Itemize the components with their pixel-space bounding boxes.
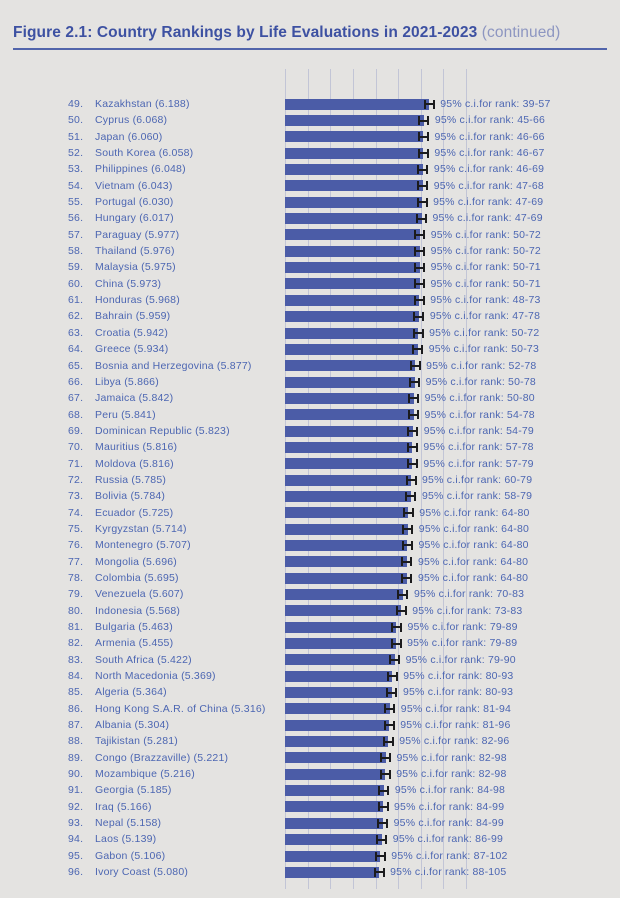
score-bar [285, 752, 386, 763]
score-errorbar-icon [402, 541, 413, 550]
ci-label: 95% c.i.for rank: 80-93 [403, 670, 514, 683]
score-errorbar-icon [407, 443, 418, 452]
country-row [0, 521, 620, 537]
country-label: China (5.973) [95, 277, 162, 290]
rank-label: 55. [68, 196, 84, 209]
country-row [0, 390, 620, 406]
ci-label: 95% c.i.for rank: 64-80 [417, 555, 529, 568]
ci-label: 95% c.i.for rank: 81-96 [400, 719, 511, 732]
score-bar [285, 131, 423, 142]
rank-label: 86. [68, 702, 84, 715]
rank-label: 52. [68, 147, 84, 160]
rank-label: 91. [68, 784, 84, 797]
score-bar [285, 573, 407, 584]
ci-label: 95% c.i.for rank: 48-73 [430, 294, 541, 307]
score-errorbar-icon [412, 345, 423, 354]
ci-label: 95% c.i.for rank: 54-78 [424, 408, 535, 421]
country-row [0, 635, 620, 651]
score-errorbar-icon [386, 688, 397, 697]
score-errorbar-icon [391, 639, 402, 648]
country-label: Moldova (5.816) [95, 457, 174, 470]
ci-label: 95% c.i.for rank: 81-94 [400, 702, 512, 715]
ci-label: 95% c.i.for rank: 50-71 [430, 261, 541, 274]
rank-label: 79. [68, 588, 84, 601]
score-errorbar-icon [414, 296, 425, 305]
score-bar [285, 524, 408, 535]
score-bar [285, 328, 418, 339]
ci-label: 95% c.i.for rank: 60-79 [422, 473, 533, 486]
country-label: Dominican Republic (5.823) [95, 424, 230, 437]
country-row [0, 178, 620, 194]
rank-label: 66. [68, 375, 84, 388]
country-label: Montenegro (5.707) [95, 539, 191, 552]
country-label: Gabon (5.106) [95, 849, 166, 862]
score-errorbar-icon [406, 476, 417, 485]
ci-label: 95% c.i.for rank: 47-69 [432, 212, 543, 225]
score-bar [285, 115, 424, 126]
score-errorbar-icon [376, 835, 387, 844]
score-errorbar-icon [407, 459, 418, 468]
ci-label: 95% c.i.for rank: 47-78 [429, 310, 541, 323]
score-errorbar-icon [417, 165, 428, 174]
ci-label: 95% c.i.for rank: 87-102 [391, 849, 508, 862]
rank-label: 68. [68, 408, 84, 421]
score-bar [285, 148, 423, 159]
country-label: Bahrain (5.959) [95, 310, 171, 323]
country-label: Nepal (5.158) [95, 817, 162, 830]
score-errorbar-icon [375, 852, 386, 861]
country-label: Georgia (5.185) [95, 784, 172, 797]
country-label: Tajikistan (5.281) [95, 735, 178, 748]
rank-label: 81. [68, 621, 84, 633]
rank-label: 93. [68, 817, 84, 830]
ci-label: 95% c.i.for rank: 64-80 [419, 506, 530, 519]
score-errorbar-icon [384, 704, 395, 713]
rank-label: 72. [68, 473, 84, 486]
ci-label: 95% c.i.for rank: 39-57 [440, 98, 551, 110]
score-errorbar-icon [414, 247, 425, 256]
score-errorbar-icon [405, 492, 416, 501]
ci-label: 95% c.i.for rank: 82-96 [399, 735, 510, 748]
ci-label: 95% c.i.for rank: 79-90 [405, 653, 516, 666]
country-label: Armenia (5.455) [95, 637, 174, 650]
score-errorbar-icon [416, 214, 427, 223]
country-label: Paraguay (5.977) [95, 228, 180, 241]
ci-label: 95% c.i.for rank: 79-89 [407, 621, 518, 633]
country-row [0, 325, 620, 341]
score-bar [285, 654, 395, 665]
country-row [0, 112, 620, 128]
country-label: Algeria (5.364) [95, 686, 167, 699]
ci-label: 95% c.i.for rank: 47-68 [433, 179, 544, 192]
country-label: Jamaica (5.842) [95, 392, 174, 405]
country-row [0, 243, 620, 259]
score-bar [285, 589, 403, 600]
country-label: Iraq (5.166) [95, 800, 152, 813]
score-errorbar-icon [378, 802, 389, 811]
country-label: Malaysia (5.975) [95, 261, 176, 274]
rank-label: 80. [68, 604, 84, 617]
ci-label: 95% c.i.for rank: 47-69 [433, 196, 544, 209]
rank-label: 85. [68, 686, 84, 699]
rank-label: 65. [68, 359, 84, 372]
rank-label: 50. [68, 114, 84, 127]
score-bar [285, 475, 411, 486]
score-bar [285, 180, 423, 191]
score-bar [285, 834, 382, 845]
ci-label: 95% c.i.for rank: 54-79 [423, 424, 534, 437]
score-bar [285, 262, 420, 273]
score-errorbar-icon [410, 361, 421, 370]
ci-label: 95% c.i.for rank: 50-72 [430, 245, 541, 258]
rank-label: 69. [68, 424, 84, 437]
score-bar [285, 867, 379, 878]
country-label: Honduras (5.968) [95, 294, 180, 307]
score-errorbar-icon [408, 394, 419, 403]
score-bar [285, 213, 422, 224]
figure-title-main: Figure 2.1: Country Rankings by Life Evaluations in 2021-2023 [13, 24, 478, 41]
country-label: Portugal (6.030) [95, 196, 174, 209]
title-rule [13, 48, 607, 50]
rank-label: 75. [68, 522, 84, 535]
score-errorbar-icon [387, 672, 398, 681]
country-row [0, 668, 620, 684]
ci-label: 95% c.i.for rank: 45-66 [434, 114, 546, 127]
country-row [0, 145, 620, 161]
rank-label: 78. [68, 571, 84, 584]
score-errorbar-icon [401, 574, 412, 583]
rank-label: 74. [68, 506, 84, 519]
rank-label: 64. [68, 343, 84, 356]
score-bar [285, 736, 388, 747]
country-row [0, 554, 620, 570]
country-row [0, 358, 620, 374]
country-row [0, 374, 620, 390]
country-row [0, 831, 620, 847]
score-bar [285, 360, 415, 371]
country-label: Peru (5.841) [95, 408, 156, 421]
country-label: Bosnia and Herzegovina (5.877) [95, 359, 252, 372]
country-label: Thailand (5.976) [95, 245, 175, 258]
ci-label: 95% c.i.for rank: 50-71 [430, 277, 541, 290]
country-label: Hungary (6.017) [95, 212, 174, 225]
rank-label: 88. [68, 735, 84, 748]
ci-label: 95% c.i.for rank: 88-105 [390, 866, 507, 879]
country-label: Greece (5.934) [95, 343, 169, 356]
score-errorbar-icon [377, 819, 388, 828]
country-label: Mauritius (5.816) [95, 441, 178, 454]
ci-label: 95% c.i.for rank: 50-72 [429, 326, 540, 339]
score-errorbar-icon [414, 230, 425, 239]
ci-label: 95% c.i.for rank: 84-98 [394, 784, 506, 797]
rank-label: 96. [68, 866, 84, 879]
score-bar [285, 540, 407, 551]
country-row [0, 733, 620, 749]
country-row [0, 456, 620, 472]
ci-label: 95% c.i.for rank: 73-83 [412, 604, 523, 617]
score-errorbar-icon [414, 263, 425, 272]
rank-label: 73. [68, 490, 84, 503]
country-row [0, 505, 620, 521]
score-bar [285, 801, 383, 812]
country-row [0, 407, 620, 423]
score-bar [285, 769, 385, 780]
ci-label: 95% c.i.for rank: 80-93 [402, 686, 514, 699]
score-bar [285, 703, 390, 714]
country-label: Mongolia (5.696) [95, 555, 177, 568]
rank-label: 90. [68, 768, 84, 781]
score-bar [285, 442, 412, 453]
country-row [0, 537, 620, 553]
rank-label: 70. [68, 441, 84, 454]
ci-label: 95% c.i.for rank: 57-78 [423, 441, 534, 454]
country-label: Congo (Brazzaville) (5.221) [95, 751, 229, 764]
country-row [0, 782, 620, 798]
ci-label: 95% c.i.for rank: 58-79 [421, 490, 533, 503]
ci-label: 95% c.i.for rank: 46-66 [434, 130, 545, 143]
country-row [0, 701, 620, 717]
country-row [0, 750, 620, 766]
score-bar [285, 278, 420, 289]
score-errorbar-icon [374, 868, 385, 877]
score-bar [285, 507, 408, 518]
score-bar [285, 393, 414, 404]
country-label: South Korea (6.058) [95, 147, 194, 160]
rank-label: 83. [68, 653, 84, 666]
country-row [0, 276, 620, 292]
score-bar [285, 818, 383, 829]
score-errorbar-icon [384, 721, 395, 730]
country-label: Japan (6.060) [95, 130, 163, 143]
score-errorbar-icon [378, 786, 389, 795]
country-row [0, 570, 620, 586]
country-row [0, 96, 620, 112]
ci-label: 95% c.i.for rank: 64-80 [417, 571, 529, 584]
figure-title [13, 24, 560, 42]
rank-label: 51. [68, 130, 84, 143]
rank-label: 87. [68, 719, 84, 732]
score-bar [285, 295, 419, 306]
score-bar [285, 197, 422, 208]
rank-label: 71. [68, 457, 84, 470]
rank-label: 49. [68, 98, 84, 110]
score-bar [285, 720, 389, 731]
score-bar [285, 99, 429, 110]
country-row [0, 488, 620, 504]
score-bar [285, 246, 420, 257]
rank-label: 94. [68, 833, 84, 846]
rank-label: 53. [68, 163, 84, 176]
ci-label: 95% c.i.for rank: 50-80 [424, 392, 535, 405]
score-errorbar-icon [417, 181, 428, 190]
rank-label: 54. [68, 179, 84, 192]
country-label: Russia (5.785) [95, 473, 167, 486]
country-label: Cyprus (6.068) [95, 114, 168, 127]
score-bar [285, 687, 392, 698]
ci-label: 95% c.i.for rank: 82-98 [396, 751, 507, 764]
country-label: South Africa (5.422) [95, 653, 192, 666]
country-row [0, 864, 620, 880]
rank-label: 67. [68, 392, 84, 405]
score-errorbar-icon [403, 508, 414, 517]
rank-label: 95. [68, 849, 84, 862]
rank-label: 76. [68, 539, 84, 552]
rank-label: 56. [68, 212, 84, 225]
score-errorbar-icon [418, 149, 429, 158]
score-errorbar-icon [407, 427, 418, 436]
ci-label: 95% c.i.for rank: 86-99 [392, 833, 504, 846]
country-row [0, 308, 620, 324]
ci-label: 95% c.i.for rank: 46-69 [433, 163, 545, 176]
score-bar [285, 458, 412, 469]
ci-label: 95% c.i.for rank: 64-80 [418, 522, 530, 535]
rank-label: 61. [68, 294, 84, 307]
score-bar [285, 622, 396, 633]
ci-label: 95% c.i.for rank: 84-99 [394, 800, 505, 813]
score-errorbar-icon [413, 312, 424, 321]
country-label: Libya (5.866) [95, 375, 159, 388]
country-row [0, 603, 620, 619]
country-label: Albania (5.304) [95, 719, 170, 732]
ci-label: 95% c.i.for rank: 57-79 [423, 457, 534, 470]
score-bar [285, 164, 423, 175]
country-row [0, 129, 620, 145]
country-label: Vietnam (6.043) [95, 179, 173, 192]
score-errorbar-icon [401, 557, 412, 566]
country-row [0, 684, 620, 700]
country-row [0, 815, 620, 831]
rank-label: 63. [68, 326, 84, 339]
country-row [0, 848, 620, 864]
country-label: Croatia (5.942) [95, 326, 169, 339]
score-bar [285, 409, 414, 420]
country-label: Philippines (6.048) [95, 163, 186, 176]
country-label: Kazakhstan (6.188) [95, 98, 190, 110]
country-label: Venezuela (5.607) [95, 588, 184, 601]
country-row [0, 586, 620, 602]
ci-label: 95% c.i.for rank: 50-78 [425, 375, 536, 388]
ci-label: 95% c.i.for rank: 82-98 [396, 768, 507, 781]
country-label: Bolivia (5.784) [95, 490, 166, 503]
rank-label: 59. [68, 261, 84, 274]
score-bar [285, 556, 407, 567]
country-row [0, 194, 620, 210]
country-row [0, 472, 620, 488]
ci-label: 95% c.i.for rank: 50-72 [430, 228, 541, 241]
rank-label: 84. [68, 670, 84, 683]
country-label: Laos (5.139) [95, 833, 157, 846]
country-row [0, 259, 620, 275]
country-label: Bulgaria (5.463) [95, 621, 173, 633]
country-label: Indonesia (5.568) [95, 604, 181, 617]
rank-label: 89. [68, 751, 84, 764]
score-errorbar-icon [409, 378, 420, 387]
country-label: Colombia (5.695) [95, 571, 179, 584]
rank-label: 82. [68, 637, 84, 650]
country-row [0, 766, 620, 782]
rank-label: 62. [68, 310, 84, 323]
score-errorbar-icon [413, 329, 424, 338]
ci-label: 95% c.i.for rank: 70-83 [413, 588, 525, 601]
rank-label: 60. [68, 277, 84, 290]
country-label: Ivory Coast (5.080) [95, 866, 189, 879]
country-row [0, 619, 620, 635]
score-bar [285, 426, 413, 437]
ci-label: 95% c.i.for rank: 46-67 [434, 147, 545, 160]
country-row [0, 423, 620, 439]
score-bar [285, 491, 411, 502]
score-errorbar-icon [380, 770, 391, 779]
country-label: Mozambique (5.216) [95, 768, 195, 781]
score-errorbar-icon [397, 590, 408, 599]
country-row [0, 799, 620, 815]
score-errorbar-icon [424, 100, 435, 109]
chart-rows [0, 96, 620, 881]
country-row [0, 161, 620, 177]
score-bar [285, 311, 419, 322]
score-errorbar-icon [391, 623, 402, 632]
score-bar [285, 377, 415, 388]
score-bar [285, 605, 401, 616]
score-bar [285, 785, 384, 796]
ci-label: 95% c.i.for rank: 52-78 [426, 359, 537, 372]
figure-title-continued: (continued) [481, 24, 561, 41]
score-bar [285, 229, 420, 240]
rank-label: 57. [68, 228, 84, 241]
rank-label: 92. [68, 800, 84, 813]
country-row [0, 341, 620, 357]
score-errorbar-icon [414, 279, 425, 288]
ci-label: 95% c.i.for rank: 64-80 [418, 539, 529, 552]
score-errorbar-icon [418, 132, 429, 141]
country-row [0, 210, 620, 226]
score-errorbar-icon [389, 655, 400, 664]
score-errorbar-icon [380, 753, 391, 762]
country-row [0, 652, 620, 668]
score-bar [285, 671, 392, 682]
country-label: North Macedonia (5.369) [95, 670, 216, 683]
ci-label: 95% c.i.for rank: 50-73 [428, 343, 539, 356]
score-errorbar-icon [383, 737, 394, 746]
score-errorbar-icon [402, 525, 413, 534]
country-row [0, 717, 620, 733]
rank-label: 58. [68, 245, 84, 258]
score-errorbar-icon [408, 410, 419, 419]
score-errorbar-icon [417, 198, 428, 207]
score-bar [285, 638, 396, 649]
country-label: Ecuador (5.725) [95, 506, 174, 519]
country-label: Hong Kong S.A.R. of China (5.316) [95, 702, 266, 715]
rank-label: 77. [68, 555, 84, 568]
country-row [0, 227, 620, 243]
score-bar [285, 851, 380, 862]
country-label: Kyrgyzstan (5.714) [95, 522, 187, 535]
ci-label: 95% c.i.for rank: 79-89 [407, 637, 518, 650]
score-bar [285, 344, 418, 355]
score-errorbar-icon [418, 116, 429, 125]
country-row [0, 292, 620, 308]
score-errorbar-icon [396, 606, 407, 615]
country-row [0, 439, 620, 455]
ci-label: 95% c.i.for rank: 84-99 [393, 817, 504, 830]
